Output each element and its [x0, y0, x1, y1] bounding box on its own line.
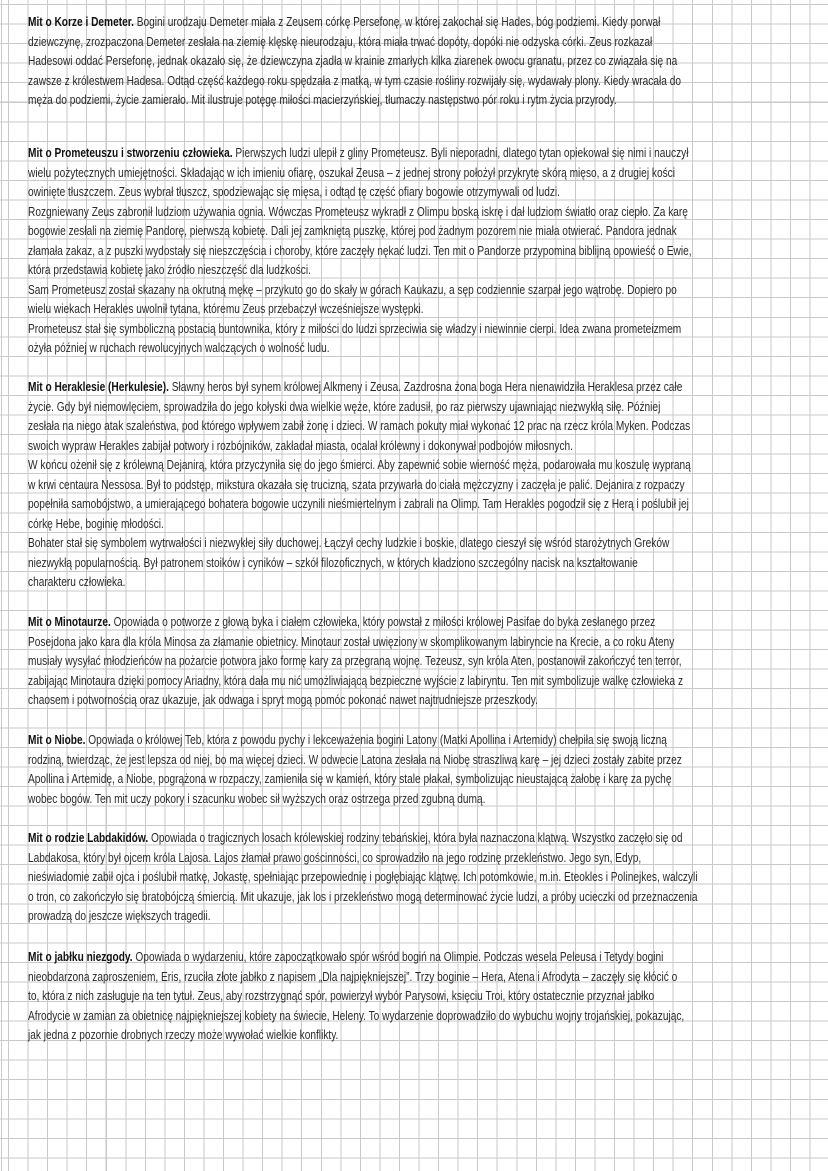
line-text: Pierwszych ludzi ulepił z gliny Prometeusz. Byli nieporadni, dlatego tytan opiekował się nimi i nauczył	[232, 145, 689, 160]
line-text: zawsze z królestwem Hadesa. Odtąd część każdego roku spędzała z matką, w tym czasie rośliny rozwijały się, wydawały plony. Kiedy wracała do	[28, 72, 681, 88]
text-line	[28, 986, 655, 1006]
text-line	[28, 260, 652, 280]
text-line	[28, 848, 652, 868]
line-text: musiały wysyłać młodzieńców na pożarcie potwora jako formę kary za przegraną wojnę. Tezeusz, syn króla Aten, postanowił zakończyć ten terror,	[28, 653, 682, 668]
text-line	[28, 1006, 685, 1026]
myth-section	[28, 828, 828, 926]
text-line	[28, 514, 652, 534]
line-text: to, która z nich zasługuje na ten tytuł. Zeus, aby rozstrzygnąć spór, powierzył wybór Parysowi, księciu Troi, który ostatecznie przyznał jabłko	[28, 988, 655, 1003]
section-title: Mit o Niobe.	[28, 732, 86, 747]
myth-section	[28, 12, 828, 110]
text-line	[28, 397, 661, 417]
line-text: Sławny heros był synem królowej Alkmeny i Zeusa. Zazdrosna żona boga Hera nienawidziła Heraklesa przez całe	[168, 379, 683, 394]
line-text: nieobdarzona zaproszeniem, Eris, rzuciła złote jabłko z napisem „Dla najpiękniejszej”. Trzy boginie – Hera, Atena i Afrodyta – zaczęły się kłócić o	[28, 968, 678, 984]
text-line	[28, 1025, 652, 1045]
text-line	[28, 947, 664, 967]
section-title: Mit o Heraklesie (Herkulesie).	[28, 379, 169, 394]
text-line	[28, 377, 683, 397]
line-text: popełniła samobójstwo, a umierającego bohatera bogowie uczynili nieśmiertelnym i zabrali na Olimp. Tam Herakles pogodził się z Herą i poślubił jej	[28, 496, 689, 511]
text-line	[28, 51, 678, 71]
text-line	[28, 32, 652, 52]
line-text: wobec bogów. Ten mit uczy pokory i szacunku wobec sił wyższych oraz ostrzega przed zgubną dumą.	[28, 790, 486, 806]
line-text: Opowiada o wydarzeniu, które zapoczątkowało spór wśród bogiń na Olimpie. Podczas wesela Peleusa i Tetydy bogini	[132, 949, 664, 964]
myth-section	[28, 612, 828, 710]
line-text: Bohater stał się symbolem wytrwałości i niezwykłej siły duchowej. Łączył cechy ludzkie i boskie, dlatego cieszył się wśród starożytnych Greków	[28, 535, 670, 550]
text-line	[28, 553, 652, 573]
text-line	[28, 163, 675, 183]
line-text: bogowie zesłali na ziemię Pandorę, pierwszą kobietę. Dali jej zamkniętą puszkę, której pod żadnym pozorem nie miała otwierać. Pandora jednak	[28, 223, 677, 238]
line-text: męża do podziemi, życie zamierało. Mit ilustruje potęgę miłości macierzyńskiej, tłumaczy następstwo pór roku i rytm życia przyrody.	[28, 92, 617, 107]
myth-section	[28, 947, 828, 1045]
text-line	[28, 475, 685, 495]
text-line	[28, 202, 688, 222]
line-text: Rozgniewany Zeus zabronił ludziom używania ognia. Wówczas Prometeusz wykradł z Olimpu boską iskrę i dał ludziom światło oraz ciepło. Za karę	[28, 203, 688, 219]
myth-section	[28, 730, 828, 808]
line-text: rodziną, twierdząc, że jest lepsza od niej, bo ma więcej dzieci. W odwecie Latona zesłała na Niobę straszliwą karę – jej dzieci zostały zabite przez	[28, 751, 682, 767]
line-text: nieświadomie zabił ojca i poślubił matkę, Jokastę, spełniając przepowiednię i pogłębiając klątwę. Ich potomkowie, m.in. Eteokles i Polinejkes, walczyli	[28, 869, 698, 884]
text-line	[28, 671, 684, 691]
line-text: Apollina i Artemidę, a Niobe, pogrążona w rozpaczy, zamieniła się w kamień, który stale płakał, symbolizując nieustającą żałobę i karę za pychę	[28, 771, 672, 786]
text-line	[28, 338, 652, 358]
line-text: Opowiada o potworze z głową byka i ciałem człowieka, który powstał z miłości królowej Pasifae do byka zesłanego przez	[110, 614, 656, 629]
line-text: swoich wypraw Herakles zabijał potwory i rozbójników, zakładał miasta, ocalał królewny i dokonywał podbojów miłosnych.	[28, 437, 573, 453]
text-line	[28, 299, 652, 319]
text-line	[28, 828, 683, 848]
line-text: charakteru człowieka.	[28, 574, 126, 589]
text-line	[28, 494, 689, 514]
line-text: ożyła później w ruchach rewolucyjnych walczących o wolność ludu.	[28, 340, 330, 355]
text-line	[28, 906, 652, 926]
text-line	[28, 143, 689, 163]
text-line	[28, 455, 691, 475]
line-text: Opowiada o królowej Teb, która z powodu pychy i lekceważenia bogini Latony (Matki Apollina i Artemidy) chełpiła się swoją liczną	[85, 732, 667, 747]
line-text: Sam Prometeusz został skazany na okrutną mękę – przykuto go do skały w górach Kaukazu, a sęp codziennie szarpał jego wątrobę. Dopiero po	[28, 281, 677, 297]
text-line	[28, 632, 675, 652]
text-line	[28, 12, 661, 32]
text-line	[28, 221, 677, 241]
line-text: niezwykłą popularnością. Był patronem stoików i cyników – szkół filozoficznych, w których kładziono szczególny nacisk na kształtowanie	[28, 554, 638, 570]
line-text: chaosem i potwornością oraz ukazuje, jak odwaga i spryt mogą pomóc pokonać nawet najtrudniejsze przeszkody.	[28, 692, 538, 707]
text-line	[28, 690, 652, 710]
line-text: o tron, co zakończyło się bratobójczą śmiercią. Mit ukazuje, jak los i przekleństwo mogą determinować życie ludzi, a próby ucieczki od przeznaczenia	[28, 888, 698, 904]
section-title: Mit o Prometeuszu i stworzeniu człowieka.	[28, 145, 233, 160]
text-line	[28, 241, 692, 261]
line-text: wielu wiekach Herakles uwolnił tytana, któremu Zeus przebaczył wcześniejsze występki.	[28, 301, 424, 316]
text-line	[28, 90, 652, 110]
text-line	[28, 280, 677, 300]
line-text: W końcu ożenił się z królewną Dejanirą, która przyczyniła się do jego śmierci. Aby zapewnić sobie wierność męża, podarowała mu koszulę wypraną	[28, 457, 691, 472]
line-text: Opowiada o tragicznych losach królewskiej rodziny tebańskiej, która była naznaczona klątwą. Wszystko zaczęło się od	[148, 830, 683, 845]
line-text: córkę Hebe, boginię młodości.	[28, 515, 164, 531]
line-text: zesłała na niego atak szaleństwa, pod którego wpływem zabił żonę i dzieci. W ramach pokuty miał wykonać 12 prac na rzecz króla Myken. Podczas	[28, 418, 691, 433]
text-line	[28, 319, 682, 339]
line-text: prowadzą do jeszcze większych tragedii.	[28, 908, 211, 923]
text-line	[28, 182, 652, 202]
text-line	[28, 436, 652, 456]
text-line	[28, 572, 652, 592]
line-text: dziewczynę, zrozpaczona Demeter zesłała na ziemię klęskę nieurodzaju, która miała trwać dopóty, dopóki nie odzyska córki. Zeus rozkazał	[28, 33, 653, 49]
line-text: Posejdona jako kara dla króla Minosa za złamanie obietnicy. Minotaur został uwięziony w skomplikowanym labiryncie na Krecie, a co roku Ateny	[28, 633, 675, 649]
line-text: życie. Gdy był niemowlęciem, sprowadziła do jego kołyski dwa wielkie węże, które zadusił, po raz pierwszy ujawniając niezwykłą siłę. Później	[28, 398, 661, 414]
myth-section	[28, 143, 828, 358]
section-title: Mit o Korze i Demeter.	[28, 14, 134, 29]
line-text: Afrodycie w zamian za obietnicę najpiękniejszej kobiety na świecie, Heleny. To wydarzenie doprowadziło do wybuchu wojny trojańskiej, pokazując,	[28, 1007, 685, 1023]
text-line	[28, 612, 656, 632]
line-text: w krwi centaura Nessosa. Był to podstęp, mikstura okazała się trucizną, szata przywarła do ciała mężczyzny i zaczęła je palić. Dejanira z rozpaczy	[28, 476, 685, 492]
line-text: zabijając Minotaura dzięki pomocy Ariadny, która dała mu nić umożliwiającą bezpieczne wyjście z labiryntu. Ten mit symbolizuje walkę człowieka z	[28, 672, 684, 688]
text-line	[28, 71, 681, 91]
text-line	[28, 887, 698, 907]
text-line	[28, 769, 672, 789]
text-line	[28, 730, 667, 750]
text-line	[28, 789, 652, 809]
line-text: owinięte tłuszczem. Zeus wybrał tłuszcz, spodziewając się mięsa, i odtąd tę część ofiary bogowie otrzymywali od ludzi.	[28, 184, 561, 199]
line-text: Bogini urodzaju Demeter miała z Zeusem córkę Persefonę, w której zakochał się Hades, bóg podziemi. Kiedy porwał	[133, 14, 661, 29]
myth-section	[28, 377, 828, 592]
text-line	[28, 533, 670, 553]
section-title: Mit o jabłku niezgody.	[28, 949, 133, 964]
line-text: wielu pożytecznych umiejętności. Składając w ich imieniu ofiarę, oszukał Zeusa – z jednej strony położył przykryte skórą mięso, a z drugiej kości	[28, 164, 675, 180]
section-title: Mit o Minotaurze.	[28, 614, 111, 629]
text-line	[28, 867, 698, 887]
text-line	[28, 416, 691, 436]
section-title: Mit o rodzie Labdakidów.	[28, 830, 149, 845]
text-line	[28, 967, 678, 987]
line-text: jak jedna z pozornie drobnych rzeczy może wywołać wielkie konflikty.	[28, 1027, 339, 1042]
line-text: Hadesowi oddać Persefonę, jednak okazało się, że dziewczyna zjadła w krainie zmarłych kilka ziarenek owocu granatu, przez co związała się na	[28, 53, 678, 68]
line-text: Labdakosa, który był ojcem króla Lajosa. Lajos złamał prawo gościnności, co sprowadziło na jego rodzinę przekleństwo. Jego syn, Edyp,	[28, 849, 642, 865]
text-line	[28, 651, 682, 671]
line-text: która przedstawia kobietę jako źródło nieszczęść dla ludzkości.	[28, 262, 311, 277]
text-line	[28, 750, 682, 770]
line-text: złamała zakaz, a z puszki wydostały się nieszczęścia i choroby, które zaczęły nękać ludzi. Ten mit o Pandorze przypomina biblijną opowieść o Ewie,	[28, 242, 692, 258]
line-text: Prometeusz stał się symboliczną postacią buntownika, który z miłości do ludzi sprzeciwia się władzy i niewinnie cierpi. Idea zwana prometeizmem	[28, 320, 682, 336]
